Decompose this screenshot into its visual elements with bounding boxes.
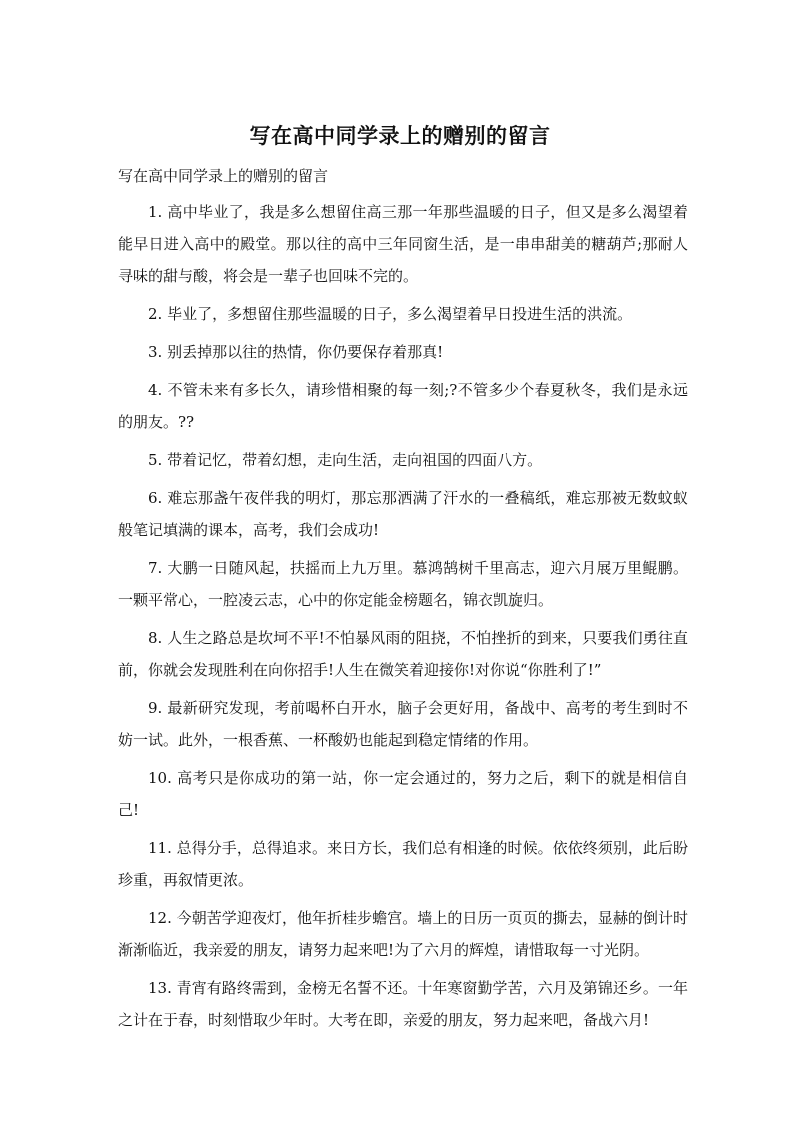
paragraph-11: 11. 总得分手，总得追求。来日方长，我们总有相逢的时候。依依终须别，此后盼珍重，再叙情更浓。: [118, 839, 688, 889]
paragraph-12: 12. 今朝苦学迎夜灯，他年折桂步蟾宫。墙上的日历一页页的撕去，显赫的倒计时渐渐临近，我亲爱的朋友，请努力起来吧!为了六月的辉煌，请惜取每一寸光阴。: [118, 909, 688, 959]
paragraph-8: 8. 人生之路总是坎坷不平!不怕暴风雨的阻挠，不怕挫折的到来，只要我们勇往直前，你就会发现胜利在向你招手!人生在微笑着迎接你!对你说“你胜利了!”: [118, 629, 688, 679]
document-subtitle: 写在高中同学录上的赠别的留言: [118, 167, 329, 185]
paragraph-3: 3. 别丢掉那以往的热情，你仍要保存着那真!: [148, 343, 444, 361]
paragraph-10: 10. 高考只是你成功的第一站，你一定会通过的，努力之后，剩下的就是相信自己!: [118, 769, 688, 819]
paragraph-4: 4. 不管未来有多长久，请珍惜相聚的每一刻;?不管多少个春夏秋冬，我们是永远的朋友。??: [118, 381, 688, 431]
paragraph-7: 7. 大鹏一日随风起，扶摇而上九万里。慕鸿鹄树千里高志，迎六月展万里鲲鹏。一颗平常心，一腔凌云志，心中的你定能金榜题名，锦衣凯旋归。: [118, 559, 688, 609]
paragraph-2: 2. 毕业了，多想留住那些温暖的日子，多么渴望着早日投进生活的洪流。: [148, 305, 633, 323]
document-title: 写在高中同学录上的赠别的留言: [249, 124, 551, 148]
paragraph-5: 5. 带着记忆，带着幻想，走向生活，走向祖国的四面八方。: [148, 451, 543, 469]
paragraph-13: 13. 青宵有路终需到，金榜无名誓不还。十年寒窗勤学苦，六月及第锦还乡。一年之计在于春，时刻惜取少年时。大考在即，亲爱的朋友，努力起来吧，备战六月!: [118, 979, 688, 1029]
paragraph-1: 1. 高中毕业了，我是多么想留住高三那一年那些温暖的日子，但又是多么渴望着能早日进入高中的殿堂。那以往的高中三年同窗生活，是一串串甜美的糖葫芦;那耐人寻味的甜与酸，将会是一辈子也回味不完的。: [118, 203, 688, 285]
paragraph-6: 6. 难忘那盏午夜伴我的明灯，那忘那洒满了汗水的一叠稿纸，难忘那被无数蚊蚁般笔记填满的课本，高考，我们会成功!: [118, 489, 688, 539]
paragraph-9: 9. 最新研究发现，考前喝杯白开水，脑子会更好用，备战中、高考的考生到时不妨一试。此外，一根香蕉、一杯酸奶也能起到稳定情绪的作用。: [118, 699, 688, 749]
document-body: [118, 196, 688, 1042]
